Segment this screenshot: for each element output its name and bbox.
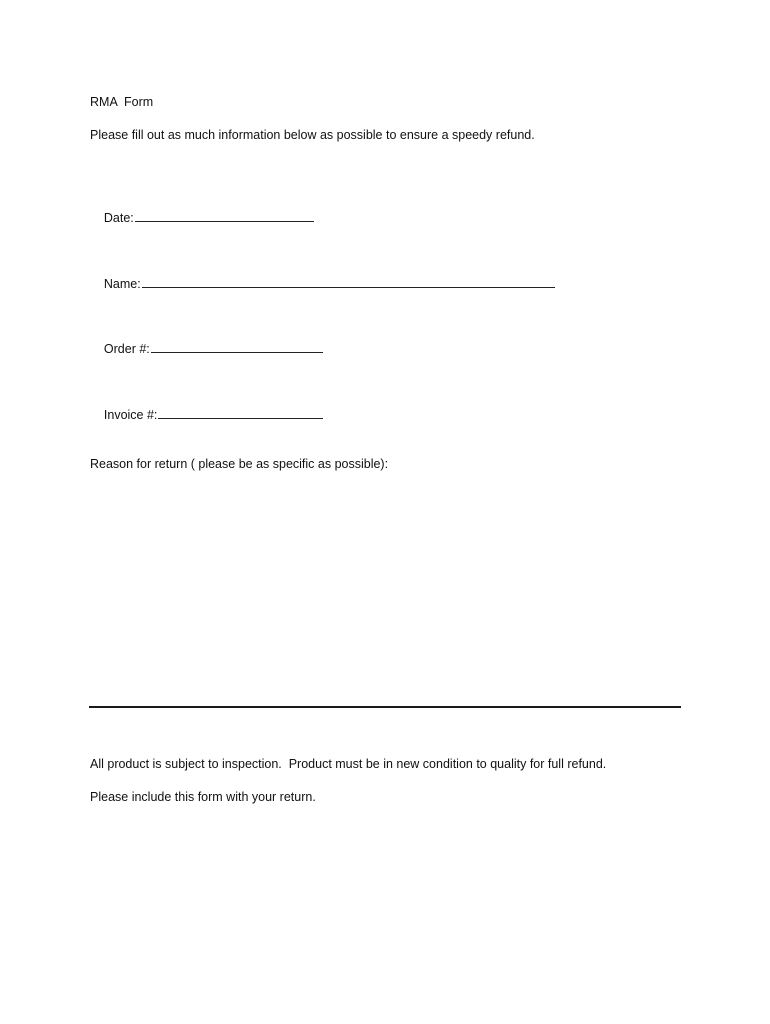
order-number-label: Order #: (103, 342, 150, 356)
name-label: Name: (103, 277, 141, 291)
include-form-note: Please include this form with your return. (90, 790, 316, 804)
inspection-notice: All product is subject to inspection. Product must be in new condition to quality for full refund. (90, 757, 607, 771)
reason-label: Reason for return ( please be as specific as possible): (90, 457, 389, 471)
date-blank-line[interactable] (135, 209, 314, 222)
section-divider (89, 706, 681, 708)
date-field (90, 193, 314, 242)
name-blank-line[interactable] (142, 275, 555, 288)
order-number-field (90, 324, 323, 373)
invoice-number-label: Invoice #: (103, 408, 158, 422)
order-number-blank-line[interactable] (151, 340, 323, 353)
date-label: Date: (103, 211, 134, 225)
invoice-number-blank-line[interactable] (158, 406, 323, 419)
form-intro: Please fill out as much information below as possible to ensure a speedy refund. (90, 128, 535, 142)
form-title: RMA Form (90, 95, 154, 109)
name-field (90, 259, 555, 308)
reason-writing-area[interactable] (89, 480, 681, 700)
invoice-number-field (90, 390, 323, 439)
